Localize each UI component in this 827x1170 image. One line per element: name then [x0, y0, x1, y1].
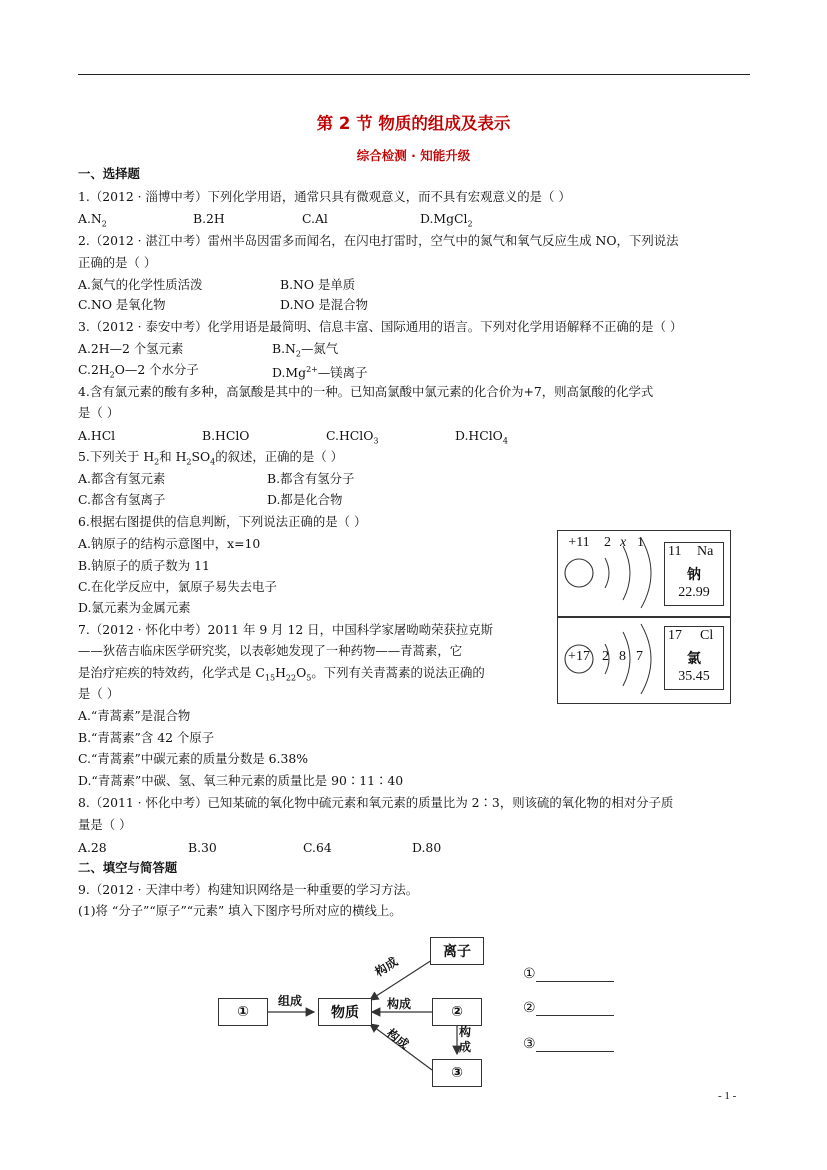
q4-stem-2: 是（ ）	[78, 405, 120, 420]
q1-stem: 1.（2012 · 淄博中考）下列化学用语，通常只具有微观意义，而不具有宏观意义的是（ ）	[78, 189, 571, 204]
q8-stem-1: 8.（2011 · 怀化中考）已知某硫的氧化物中硫元素和氧元素的质量比为 2∶3，则该硫的氧化物的相对分子质	[78, 795, 674, 810]
q7-stem-2: ——狄蓓吉临床医学研究奖，以表彰她发现了一种药物——青蒿素，它	[78, 643, 463, 658]
q7-stem-3: 是治疗疟疾的特效药，化学式是 $C_{15}H_{22}O_5$。下列有关青蒿素的说法正确的	[78, 665, 485, 683]
q4-option-c: C.HClO$_3$	[326, 428, 379, 446]
q1-option-c: C.Al	[302, 211, 328, 226]
chlorine-nucleus-charge: +17	[568, 649, 590, 664]
sodium-shell-2: x	[620, 535, 627, 550]
q4-option-a: A.HCl	[78, 428, 116, 443]
q3-option-a: A.2H—2 个氢元素	[78, 341, 184, 356]
q6-option-a: A.钠原子的结构示意图中，x=10	[78, 536, 261, 551]
chlorine-shell-2: 8	[619, 649, 626, 664]
q8-stem-2: 量是（ ）	[78, 817, 132, 832]
sodium-shell-3: 1	[637, 535, 644, 550]
header-rule	[78, 74, 750, 75]
answer-blank-1[interactable]: ①	[523, 966, 614, 982]
sodium-name: 钠	[687, 567, 701, 583]
q6-option-b: B.钠原子的质子数为 11	[78, 558, 210, 573]
page-number: - 1 -	[718, 1090, 737, 1102]
q7-option-d: D.“青蒿素”中碳、氢、氧三种元素的质量比是 90∶11∶40	[78, 773, 404, 788]
q8-option-b: B.30	[188, 840, 217, 855]
chlorine-shell-1: 2	[602, 649, 609, 664]
chlorine-name: 氯	[687, 651, 701, 667]
q8-option-d: D.80	[412, 840, 442, 855]
q2-stem-2: 正确的是（ ）	[78, 255, 157, 270]
q7-stem-4: 是（ ）	[78, 686, 120, 701]
diagram-label-down-compose: 构成	[459, 1025, 472, 1054]
diagram-box-substance: 物质	[318, 998, 372, 1026]
q7-option-c: C.“青蒿素”中碳元素的质量分数是 6.38%	[78, 751, 309, 766]
sodium-nucleus-charge: +11	[568, 535, 590, 550]
diagram-label-diag-compose: 构成	[383, 1026, 412, 1052]
sodium-shell-1: 2	[604, 535, 611, 550]
q2-option-c: C.NO 是氧化物	[78, 297, 166, 312]
q6-option-d: D.氯元素为金属元素	[78, 600, 191, 615]
page-title: 第 2 节 物质的组成及表示	[316, 114, 511, 133]
answer-blank-3[interactable]: ③	[523, 1036, 614, 1052]
q3-stem: 3.（2012 · 泰安中考）化学用语是最简明、信息丰富、国际通用的语言。下列对化学用语解释不正确的是（ ）	[78, 319, 683, 334]
q3-option-b: $B.N_2—$氮气	[272, 341, 339, 359]
q5-option-b: B.都含有氢分子	[267, 471, 355, 486]
sodium-symbol: Na	[697, 544, 714, 559]
q9-subquestion-1: (1)将 “分子”“原子”“元素” 填入下图序号所对应的横线上。	[78, 903, 402, 918]
q8-option-c: C.64	[303, 840, 332, 855]
q6-option-c: C.在化学反应中，氯原子易失去电子	[78, 579, 277, 594]
chlorine-atomic-mass: 35.45	[678, 669, 710, 684]
q5-option-a: A.都含有氢元素	[78, 471, 166, 486]
diagram-box-ion: 离子	[430, 937, 484, 965]
chlorine-symbol: Cl	[700, 628, 714, 643]
diagram-box-2: ②	[432, 998, 482, 1026]
q5-option-d: D.都是化合物	[267, 492, 343, 507]
chlorine-shell-3: 7	[636, 649, 643, 664]
q7-option-b: B.“青蒿素”含 42 个原子	[78, 730, 215, 745]
q3-option-d: $D.Mg^{2+}—$镁离子	[272, 365, 368, 381]
q4-stem-1: 4.含有氯元素的酸有多种，高氯酸是其中的一种。已知高氯酸中氯元素的化合价为+7，则高氯酸的化学式	[78, 384, 654, 399]
page-subtitle: 综合检测 · 知能升级	[356, 148, 471, 163]
q9-stem: 9.（2012 · 天津中考）构建知识网络是一种重要的学习方法。	[78, 882, 419, 897]
q8-option-a: A.28	[78, 840, 107, 855]
q7-option-a: A.“青蒿素”是混合物	[78, 708, 191, 723]
q2-stem-1: 2.（2012 · 湛江中考）雷州半岛因雷多而闻名，在闪电打雷时，空气中的氮气和氧气反应生成 NO，下列说法	[78, 233, 679, 248]
q4-option-d: D.HClO$_4$	[455, 428, 508, 446]
sodium-atomic-number: 11	[668, 544, 682, 559]
q1-option-a: $A.N_2$	[78, 211, 107, 229]
diagram-label-ion-compose: 构成	[372, 954, 401, 980]
q5-option-c: C.都含有氢离子	[78, 492, 166, 507]
chlorine-atomic-number: 17	[668, 628, 682, 643]
diagram-box-3: ③	[432, 1059, 482, 1087]
diagram-label-compose: 组成	[278, 994, 303, 1008]
q4-option-b: B.HClO	[202, 428, 250, 443]
section-fill: 二、填空与简答题	[78, 860, 178, 875]
q3-option-c: $C.2H_2O—2$ 个水分子	[78, 362, 199, 380]
answer-blank-2[interactable]: ②	[523, 1000, 614, 1016]
q7-stem-1: 7.（2012 · 怀化中考）2011 年 9 月 12 日，中国科学家屠呦呦荣获拉克斯	[78, 622, 494, 637]
q2-option-b: B.NO 是单质	[280, 277, 356, 292]
sodium-atomic-mass: 22.99	[678, 585, 710, 600]
q1-option-d: D.MgCl$_2$	[420, 211, 473, 229]
q2-option-a: A.氮气的化学性质活泼	[78, 277, 203, 292]
section-choice: 一、选择题	[78, 166, 140, 181]
q6-stem: 6.根据右图提供的信息判断，下列说法正确的是（ ）	[78, 514, 367, 529]
diagram-label-mid-compose: 构成	[387, 997, 412, 1011]
q5-stem: 5.下列关于 $H_2$和 $H_2SO_4$的叙述，正确的是（ ）	[78, 449, 344, 467]
diagram-box-1: ①	[218, 998, 268, 1026]
q2-option-d: D.NO 是混合物	[280, 297, 368, 312]
q1-option-b: B.2H	[193, 211, 225, 226]
